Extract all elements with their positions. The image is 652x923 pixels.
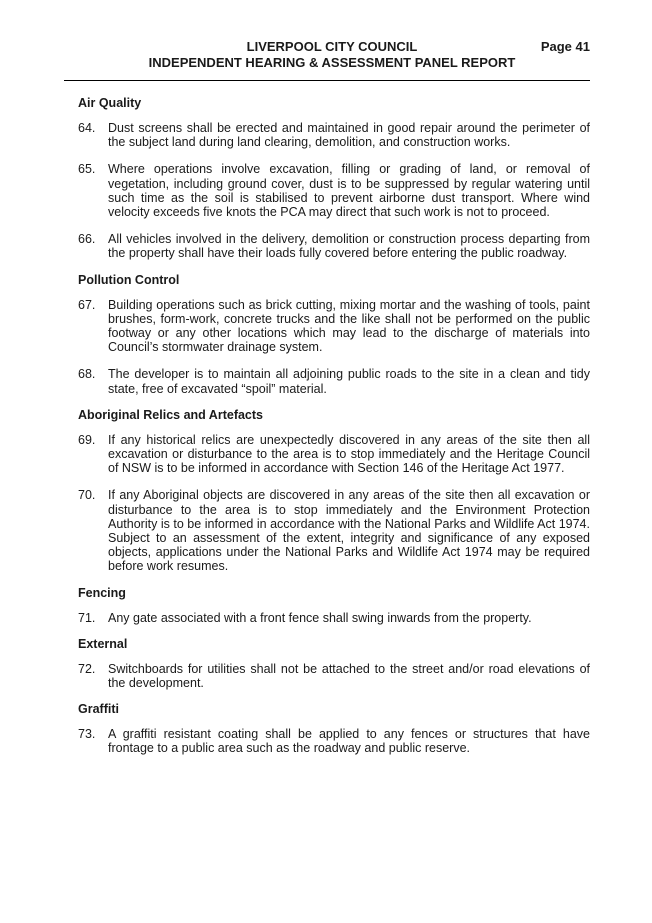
section-pollution-control — [78, 273, 590, 396]
section-heading: Graffiti — [78, 702, 119, 717]
condition-item — [78, 232, 590, 260]
section-graffiti — [78, 702, 590, 755]
section-air-quality — [78, 96, 590, 261]
section-heading: Aboriginal Relics and Artefacts — [78, 407, 263, 422]
condition-item — [78, 121, 590, 149]
condition-item — [78, 611, 590, 625]
section-heading: Fencing — [78, 585, 126, 600]
report-body — [78, 96, 590, 768]
condition-item — [78, 662, 590, 690]
condition-item — [78, 727, 590, 755]
condition-text: Dust screens shall be erected and maintained in good repair around the perimeter of the subject land during land clearing, demolition, and construction works. — [108, 121, 590, 150]
condition-number: 73. — [78, 727, 96, 742]
page-number: Page 41 — [540, 39, 590, 54]
condition-text: If any historical relics are unexpectedly discovered in any areas of the site then all excavation or disturbance to the area is to stop immediately and the Heritage Council of NSW is to be informed in accordance with Section 146 of the Heritage Act 1977. — [108, 432, 590, 476]
condition-text: Where operations involve excavation, filling or grading of land, or removal of vegetation, including ground cover, dust is to be suppressed by regular watering until such time as the soil is stabilised to prevent airborne dust transport. Where wind velocity exceeds five knots the PCA may direct that such work is not to proceed. — [108, 162, 590, 220]
section-external — [78, 637, 590, 690]
condition-item — [78, 367, 590, 395]
section-heading: Air Quality — [78, 96, 142, 110]
condition-number: 65. — [78, 162, 96, 177]
condition-text: If any Aboriginal objects are discovered in any areas of the site then all excavation or disturbance to the area is to stop immediately and the Environment Protection Authority is to be informed in accordance with the National Parks and Wildlife Act 1974. Subject to an assessment of the extent, integrity and significance of any exposed objects, applications under the National Parks and Wildlife Act 1974 may be required before work resumes. — [108, 488, 590, 574]
condition-item — [78, 433, 590, 476]
condition-number: 68. — [78, 367, 96, 382]
header-org: LIVERPOOL CITY COUNCIL — [246, 39, 418, 54]
section-heading: Pollution Control — [78, 272, 180, 287]
condition-item — [78, 162, 590, 219]
condition-number: 71. — [78, 610, 96, 625]
condition-text: The developer is to maintain all adjoining public roads to the site in a clean and tidy state, free of excavated “spoil” material. — [108, 367, 590, 396]
condition-number: 67. — [78, 297, 96, 312]
condition-number: 69. — [78, 432, 96, 447]
header-divider — [64, 80, 590, 81]
condition-item — [78, 298, 590, 355]
section-heading: External — [78, 636, 128, 651]
condition-number: 70. — [78, 488, 96, 503]
section-aboriginal-relics — [78, 408, 590, 574]
condition-text: Any gate associated with a front fence shall swing inwards from the property. — [108, 610, 532, 625]
condition-text: A graffiti resistant coating shall be applied to any fences or structures that have frontage to a public area such as the roadway and public reserve. — [108, 727, 590, 756]
condition-number: 72. — [78, 661, 96, 676]
condition-text: Building operations such as brick cutting, mixing mortar and the washing of tools, paint brushes, form-work, concrete trucks and the like shall not be performed on the public footway or any other locations which may lead to the discharge of materials into Council’s stormwater drainage system. — [108, 297, 590, 355]
header-report: INDEPENDENT HEARING & ASSESSMENT PANEL REPORT — [148, 55, 516, 70]
condition-number: 64. — [78, 121, 96, 135]
section-fencing — [78, 586, 590, 625]
condition-text: All vehicles involved in the delivery, demolition or construction process departing from the property shall have their loads fully covered before entering the public roadway. — [108, 232, 590, 261]
condition-item — [78, 488, 590, 573]
condition-number: 66. — [78, 232, 96, 247]
condition-text: Switchboards for utilities shall not be attached to the street and/or road elevations of the development. — [108, 661, 590, 691]
